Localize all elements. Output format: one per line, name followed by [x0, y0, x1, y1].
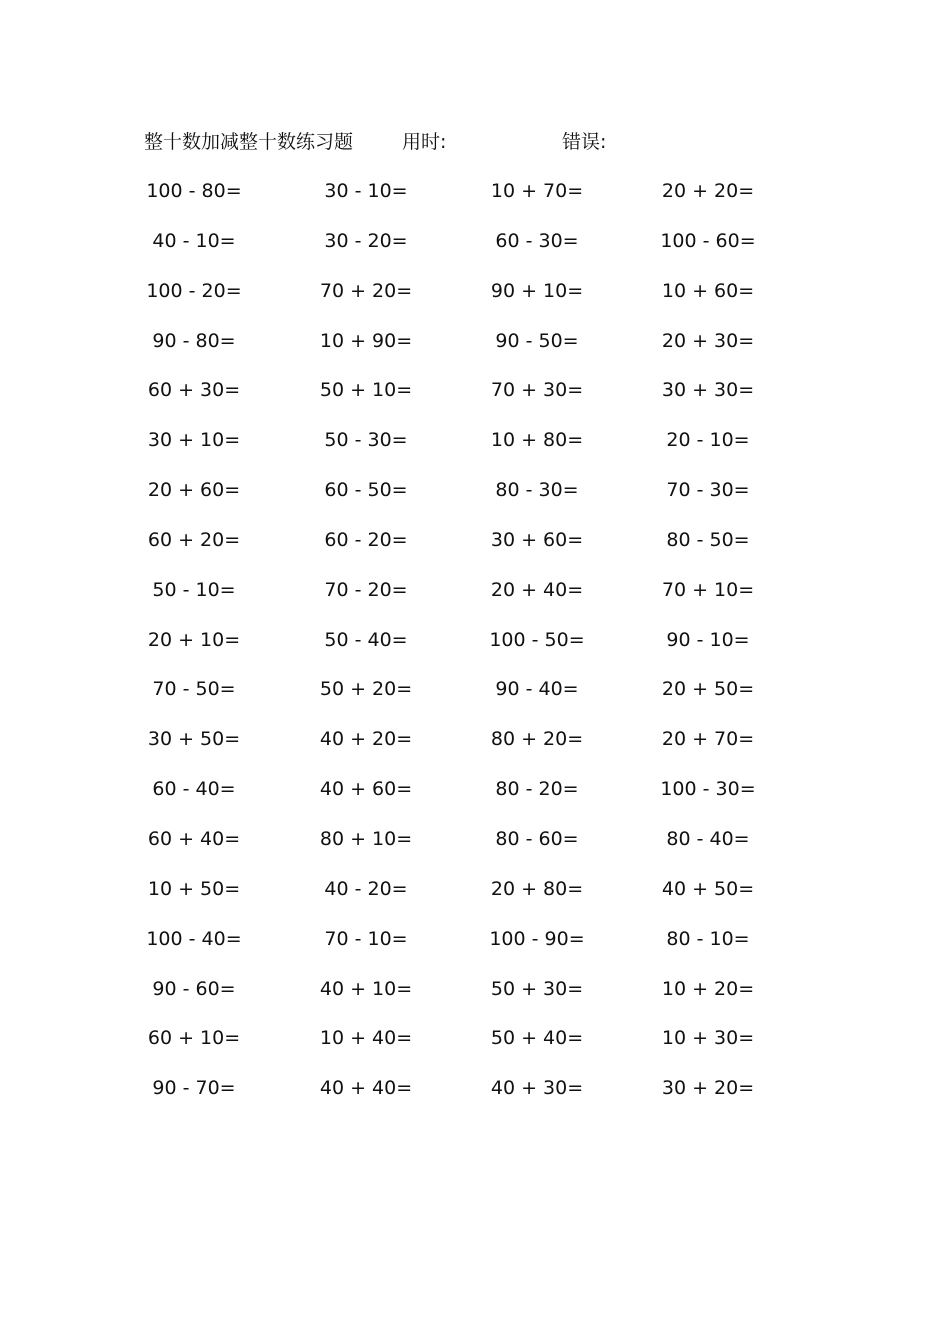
math-problem: 50 - 10=	[152, 578, 236, 601]
math-problem: 80 + 20=	[490, 728, 584, 751]
math-problem: 90 - 80=	[152, 329, 236, 352]
math-problem: 100 - 20=	[146, 279, 242, 302]
math-problem: 10 + 40=	[319, 1027, 413, 1050]
math-problem: 90 - 40=	[495, 678, 579, 701]
math-problem: 60 - 50=	[324, 479, 408, 502]
math-problem: 100 - 90=	[489, 927, 585, 950]
math-problem: 20 + 10=	[147, 628, 241, 651]
math-problem: 20 + 70=	[661, 728, 755, 751]
math-problem: 10 + 20=	[661, 977, 755, 1000]
math-problem: 40 - 20=	[324, 877, 408, 900]
math-problem: 10 + 80=	[490, 429, 584, 452]
math-problem: 30 - 10=	[324, 180, 408, 202]
math-problem: 60 + 10=	[147, 1027, 241, 1050]
math-problem: 20 + 20=	[661, 180, 755, 202]
math-problem: 60 + 40=	[147, 827, 241, 850]
problem-row	[0, 476, 950, 526]
math-problem: 60 - 30=	[495, 229, 579, 252]
math-problem: 30 + 20=	[661, 1077, 755, 1100]
math-problem: 30 + 50=	[147, 728, 241, 751]
math-problem: 50 + 40=	[490, 1027, 584, 1050]
math-problem: 50 + 30=	[490, 977, 584, 1000]
math-problem: 60 - 20=	[324, 528, 408, 551]
math-problem: 40 + 20=	[319, 728, 413, 751]
math-problem: 30 + 10=	[147, 429, 241, 452]
math-problem: 100 - 60=	[660, 229, 756, 252]
errors-label: 错误:	[562, 131, 607, 153]
problem-row	[0, 975, 950, 1025]
math-problem: 100 - 40=	[146, 927, 242, 950]
math-problem: 70 + 30=	[490, 379, 584, 402]
problem-row	[0, 875, 950, 925]
math-problem: 90 + 10=	[490, 279, 584, 302]
math-problem: 60 + 20=	[147, 528, 241, 551]
problem-row	[0, 576, 950, 626]
math-problem: 80 - 10=	[666, 927, 750, 950]
math-problem: 100 - 50=	[489, 628, 585, 651]
math-problem: 10 + 50=	[147, 877, 241, 900]
problem-row	[0, 277, 950, 327]
math-problem: 10 + 90=	[319, 329, 413, 352]
problem-grid	[0, 177, 950, 1124]
math-problem: 10 + 70=	[490, 180, 584, 202]
math-problem: 20 + 40=	[490, 578, 584, 601]
problem-row	[0, 177, 950, 227]
problem-row	[0, 825, 950, 875]
math-problem: 80 - 50=	[666, 528, 750, 551]
math-problem: 90 - 70=	[152, 1077, 236, 1100]
math-problem: 10 + 30=	[661, 1027, 755, 1050]
math-problem: 80 - 30=	[495, 479, 579, 502]
math-problem: 20 + 80=	[490, 877, 584, 900]
problem-row	[0, 227, 950, 277]
math-problem: 20 + 30=	[661, 329, 755, 352]
worksheet-title: 整十数加减整十数练习题	[144, 131, 354, 153]
time-used-label: 用时:	[402, 131, 447, 153]
math-problem: 40 + 50=	[661, 877, 755, 900]
problem-row	[0, 376, 950, 426]
problem-row	[0, 426, 950, 476]
math-problem: 40 + 40=	[319, 1077, 413, 1100]
problem-row	[0, 1024, 950, 1074]
math-problem: 70 - 30=	[666, 479, 750, 502]
math-problem: 40 + 30=	[490, 1077, 584, 1100]
math-problem: 80 + 10=	[319, 827, 413, 850]
math-problem: 40 - 10=	[152, 229, 236, 252]
math-problem: 90 - 60=	[152, 977, 236, 1000]
math-problem: 70 + 10=	[661, 578, 755, 601]
math-problem: 60 + 30=	[147, 379, 241, 402]
problem-row	[0, 626, 950, 676]
math-problem: 80 - 20=	[495, 778, 579, 801]
math-problem: 80 - 60=	[495, 827, 579, 850]
math-problem: 70 - 50=	[152, 678, 236, 701]
worksheet-header	[0, 129, 950, 155]
math-problem: 20 - 10=	[666, 429, 750, 452]
math-problem: 70 - 10=	[324, 927, 408, 950]
problem-row	[0, 725, 950, 775]
math-problem: 40 + 60=	[319, 778, 413, 801]
math-problem: 20 + 50=	[661, 678, 755, 701]
problem-row	[0, 327, 950, 377]
math-problem: 90 - 10=	[666, 628, 750, 651]
math-problem: 40 + 10=	[319, 977, 413, 1000]
math-problem: 50 - 40=	[324, 628, 408, 651]
math-problem: 60 - 40=	[152, 778, 236, 801]
math-problem: 50 + 20=	[319, 678, 413, 701]
problem-row	[0, 526, 950, 576]
math-problem: 10 + 60=	[661, 279, 755, 302]
math-problem: 20 + 60=	[147, 479, 241, 502]
problem-row	[0, 775, 950, 825]
math-problem: 80 - 40=	[666, 827, 750, 850]
problem-row	[0, 1074, 950, 1124]
math-problem: 30 + 60=	[490, 528, 584, 551]
problem-row	[0, 925, 950, 975]
math-problem: 100 - 30=	[660, 778, 756, 801]
math-problem: 30 - 20=	[324, 229, 408, 252]
math-problem: 90 - 50=	[495, 329, 579, 352]
math-problem: 70 - 20=	[324, 578, 408, 601]
math-problem: 100 - 80=	[146, 180, 242, 202]
problem-row	[0, 675, 950, 725]
math-problem: 70 + 20=	[319, 279, 413, 302]
math-problem: 50 - 30=	[324, 429, 408, 452]
math-problem: 30 + 30=	[661, 379, 755, 402]
math-problem: 50 + 10=	[319, 379, 413, 402]
